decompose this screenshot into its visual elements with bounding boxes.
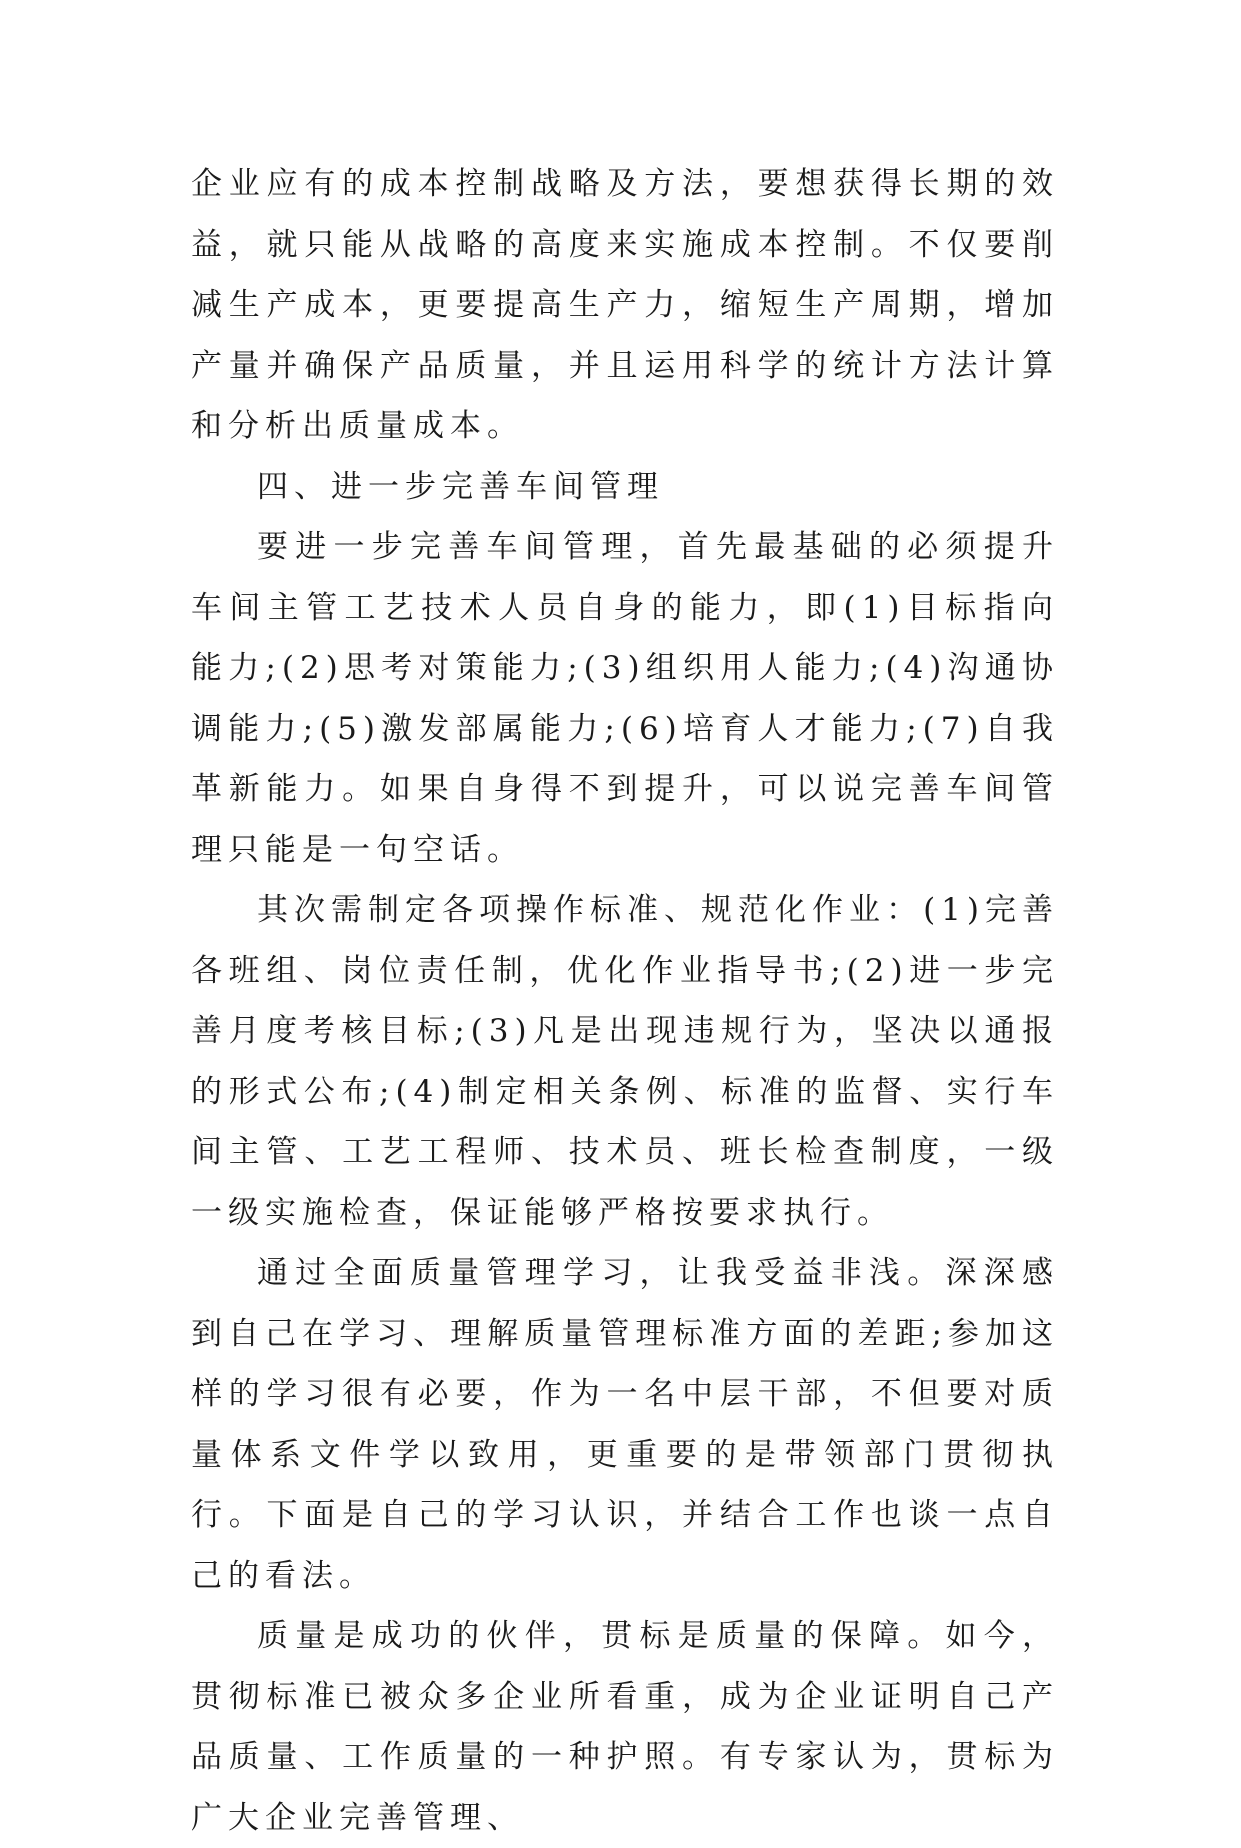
- section-heading-workshop-management: 四、进一步完善车间管理: [257, 468, 664, 505]
- paragraph-cost-control: 企业应有的成本控制战略及方法，要想获得长期的效益，就只能从战略的高度来实施成本控制。不仅要削减生产成本，更要提高生产力，缩短生产周期，增加产量并确保产品质量，并且运用科学的统计方法计算和分析出质量成本。: [191, 166, 1059, 444]
- paragraph-workshop-abilities: 要进一步完善车间管理，首先最基础的必须提升车间主管工艺技术人员自身的能力，即(1)目标指向能力;(2)思考对策能力;(3)组织用人能力;(4)沟通协调能力;(5)激发部属能力;(6)培育人才能力;(7)自我革新能力。如果自身得不到提升，可以说完善车间管理只能是一句空话。: [191, 529, 1059, 868]
- paragraph-quality-partner: 质量是成功的伙伴，贯标是质量的保障。如今，贯彻标准已被众多企业所看重，成为企业证明自己产品质量、工作质量的一种护照。有专家认为，贯标为广大企业完善管理、: [191, 1618, 1059, 1836]
- paragraph-quality-learning: 通过全面质量管理学习，让我受益非浅。深深感到自己在学习、理解质量管理标准方面的差距;参加这样的学习很有必要，作为一名中层干部，不但要对质量体系文件学以致用，更重要的是带领部门贯彻执行。下面是自己的学习认识，并结合工作也谈一点自己的看法。: [191, 1255, 1059, 1594]
- paragraph-operation-standards: 其次需制定各项操作标准、规范化作业：(1)完善各班组、岗位责任制，优化作业指导书;(2)进一步完善月度考核目标;(3)凡是出现违规行为，坚决以通报的形式公布;(4)制定相关条例、标准的监督、实行车间主管、工艺工程师、技术员、班长检查制度，一级一级实施检查，保证能够严格按要求执行。: [191, 892, 1059, 1231]
- document-body: [191, 154, 1059, 1848]
